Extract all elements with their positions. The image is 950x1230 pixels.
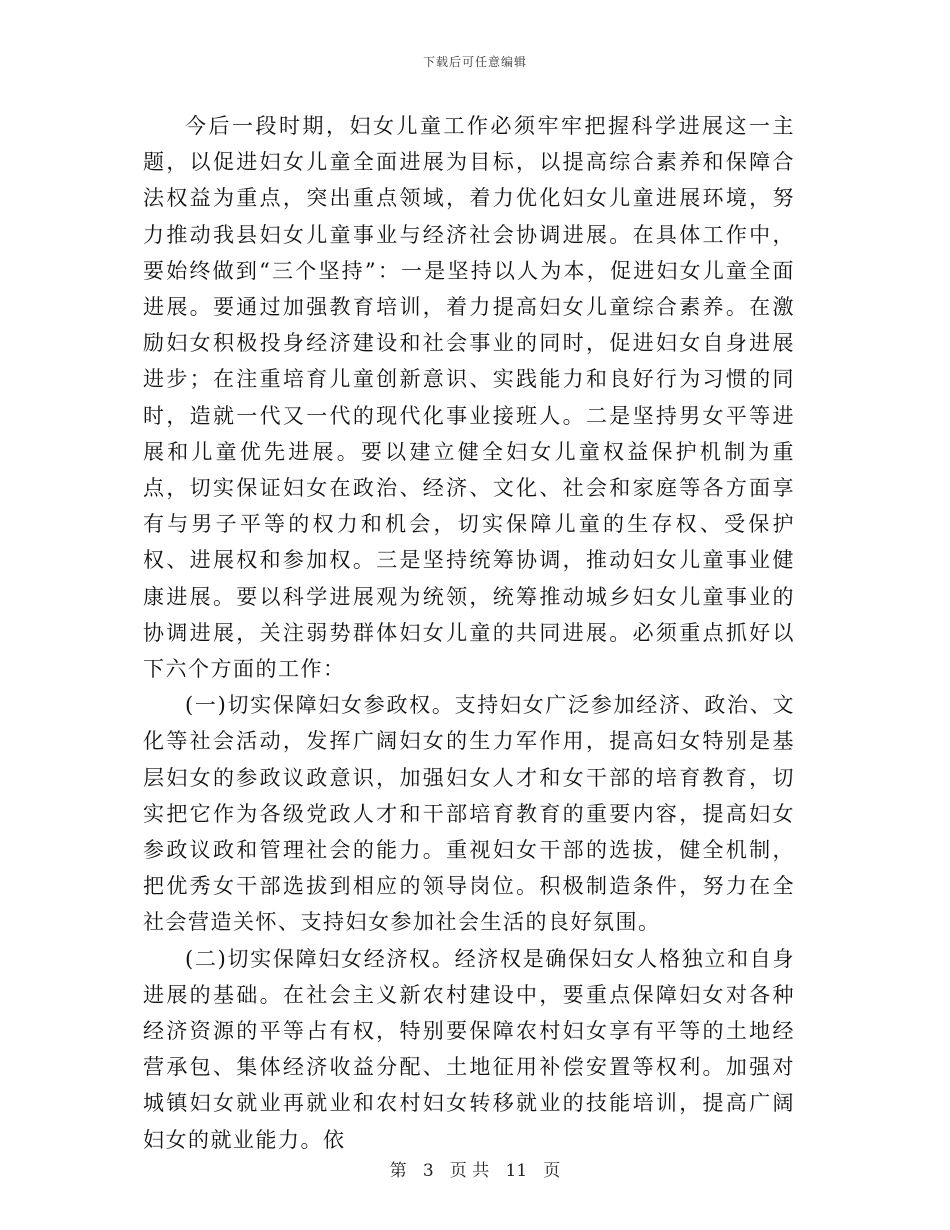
footer-prefix: 第 — [389, 1161, 407, 1181]
page-header: 下载后可任意编辑 — [422, 55, 527, 69]
current-page-number: 3 — [422, 1161, 434, 1181]
footer-mid: 页 共 — [449, 1161, 490, 1181]
total-page-count: 11 — [505, 1161, 528, 1181]
page-footer — [0, 1156, 950, 1181]
paragraph-intro: 今后一段时期，妇女儿童工作必须牢牢把握科学进展这一主题，以促进妇女儿童全面进展为目标，以提高综合素养和保障合法权益为重点，突出重点领域，着力优化妇女儿童进展环境，努力推动我县妇女儿童事业与经济社会协调进展。在具体工作中，要始终做到“三个坚持”：一是坚持以人为本，促进妇女儿童全面进展。要通过加强教育培训，着力提高妇女儿童综合素养。在激励妇女积极投身经济建设和社会事业的同时，促进妇女自身进展进步；在注重培育儿童创新意识、实践能力和良好行为习惯的同时，造就一代又一代的现代化事业接班人。二是坚持男女平等进展和儿童优先进展。要以建立健全妇女儿童权益保护机制为重点，切实保证妇女在政治、经济、文化、社会和家庭等各方面享有与男子平等的权力和机会，切实保障儿童的生存权、受保护权、进展权和参加权。三是坚持统筹协调，推动妇女儿童事业健康进展。要以科学进展观为统领，统筹推动城乡妇女儿童事业的协调进展，关注弱势群体妇女儿童的共同进展。必须重点抓好以下六个方面的工作： — [143, 114, 795, 682]
paragraph-economic-rights: (二)切实保障妇女经济权。经济权是确保妇女人格独立和自身进展的基础。在社会主义新农村建设中，要重点保障妇女对各种经济资源的平等占有权，特别要保障农村妇女享有平等的土地经营承包、集体经济收益分配、土地征用补偿安置等权利。加强对城镇妇女就业再就业和农村妇女转移就业的技能培训，提高广阔妇女的就业能力。依 — [143, 946, 795, 1152]
footer-suffix: 页 — [543, 1161, 561, 1181]
paragraph-political-rights: (一)切实保障妇女参政权。支持妇女广泛参加经济、政治、文化等社会活动，发挥广阔妇女的生力军作用，提高妇女特别是基层妇女的参政议政意识，加强妇女人才和女干部的培育教育，切实把它作为各级党政人才和干部培育教育的重要内容，提高妇女参政议政和管理社会的能力。重视妇女干部的选拔，健全机制，把优秀女干部选拔到相应的领导岗位。积极制造条件，努力在全社会营造关怀、支持妇女参加社会生活的良好氛围。 — [143, 693, 795, 935]
document-body — [143, 108, 795, 1158]
